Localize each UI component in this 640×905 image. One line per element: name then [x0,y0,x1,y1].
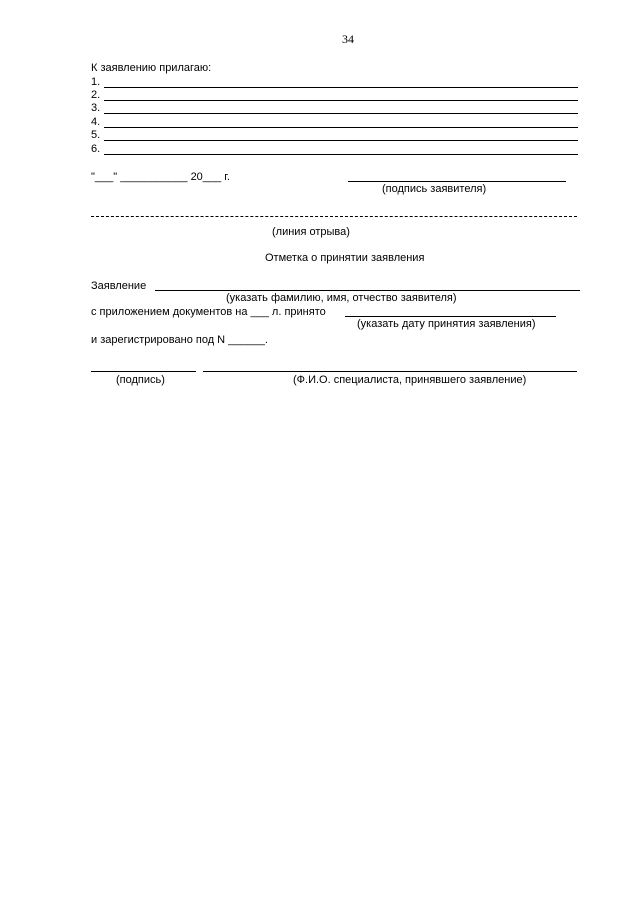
specialist-name-caption: (Ф.И.О. специалиста, принявшего заявление) [293,374,527,386]
applicant-name-caption: (указать фамилию, имя, отчество заявителя) [226,292,457,304]
attachment-item-number: 2. [91,89,101,101]
attachments-accepted-text: с приложением документов на ___ л. принято [91,306,326,318]
tear-line [91,216,577,217]
attachment-line[interactable] [104,100,578,101]
application-label: Заявление [91,280,147,292]
receipt-title: Отметка о принятии заявления [265,252,425,264]
specialist-signature-caption: (подпись) [116,374,165,386]
specialist-name-line[interactable] [203,371,577,372]
attachment-item-number: 3. [91,102,101,114]
registration-text: и зарегистрировано под N ______. [91,334,268,346]
applicant-signature-line[interactable] [348,181,566,182]
attachment-line[interactable] [104,154,578,155]
attachments-heading: К заявлению прилагаю: [91,62,212,74]
attachment-line[interactable] [104,140,578,141]
attachment-item-number: 1. [91,76,101,88]
page-number: 34 [342,32,354,46]
acceptance-date-caption: (указать дату принятия заявления) [357,318,536,330]
tear-line-caption: (линия отрыва) [272,226,350,238]
applicant-name-line[interactable] [155,290,580,291]
attachment-item-number: 5. [91,129,101,141]
attachment-item-number: 6. [91,143,101,155]
specialist-signature-line[interactable] [91,371,196,372]
date-line: "___" ___________ 20___ г. [91,171,230,183]
attachment-line[interactable] [104,127,578,128]
acceptance-date-line[interactable] [345,316,556,317]
attachment-item-number: 4. [91,116,101,128]
applicant-signature-caption: (подпись заявителя) [382,183,487,195]
attachment-line[interactable] [104,113,578,114]
attachment-line[interactable] [104,87,578,88]
